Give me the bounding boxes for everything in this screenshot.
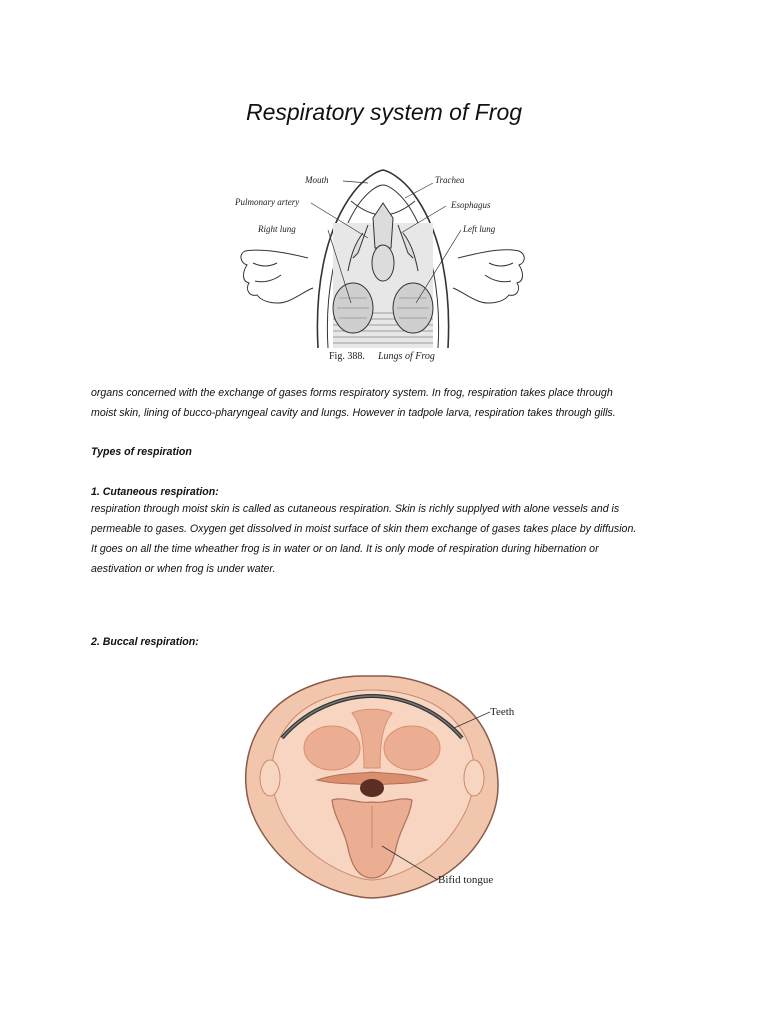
buccal-cavity-figure (232, 668, 532, 904)
text-line: respiration through moist skin is called as cutaneous respiration. Skin is richly supplyed with alone vessels and is (91, 503, 620, 515)
text-line: organs concerned with the exchange of gases forms respiratory system. In frog, respiration takes place through (91, 387, 613, 399)
cutaneous-paragraph (91, 499, 691, 579)
text-line: permeable to gases. Oxygen get dissolved in moist surface of skin them exchange of gases takes place by diffusion. (91, 523, 637, 535)
intro-paragraph (91, 383, 691, 423)
text-line: It goes on all the time wheather frog is in water or on land. It is only mode of respiration during hibernation or (91, 543, 599, 555)
label-left-lung: Left lung (463, 224, 496, 234)
label-right-lung: Right lung (258, 224, 296, 234)
types-heading: Types of respiration (91, 446, 192, 458)
cutaneous-heading: 1. Cutaneous respiration: (91, 486, 219, 498)
label-teeth: Teeth (490, 706, 515, 718)
label-bifid-tongue: Bifid tongue (438, 874, 494, 886)
text-line: moist skin, lining of bucco-pharyngeal cavity and lungs. However in tadpole larva, respiration takes through gills. (91, 407, 616, 419)
label-trachea: Trachea (435, 175, 465, 185)
figure-caption-title: Lungs of Frog (378, 351, 435, 362)
label-pulmonary-artery: Pulmonary artery (235, 197, 300, 207)
buccal-heading: 2. Buccal respiration: (91, 636, 199, 648)
page-title: Respiratory system of Frog (245, 99, 523, 125)
figure-caption-prefix: Fig. 388. (329, 351, 365, 362)
text-line: aestivation or when frog is under water. (91, 563, 276, 575)
label-esophagus: Esophagus (451, 200, 491, 210)
label-mouth: Mouth (305, 175, 329, 185)
lungs-of-frog-figure (233, 163, 533, 363)
